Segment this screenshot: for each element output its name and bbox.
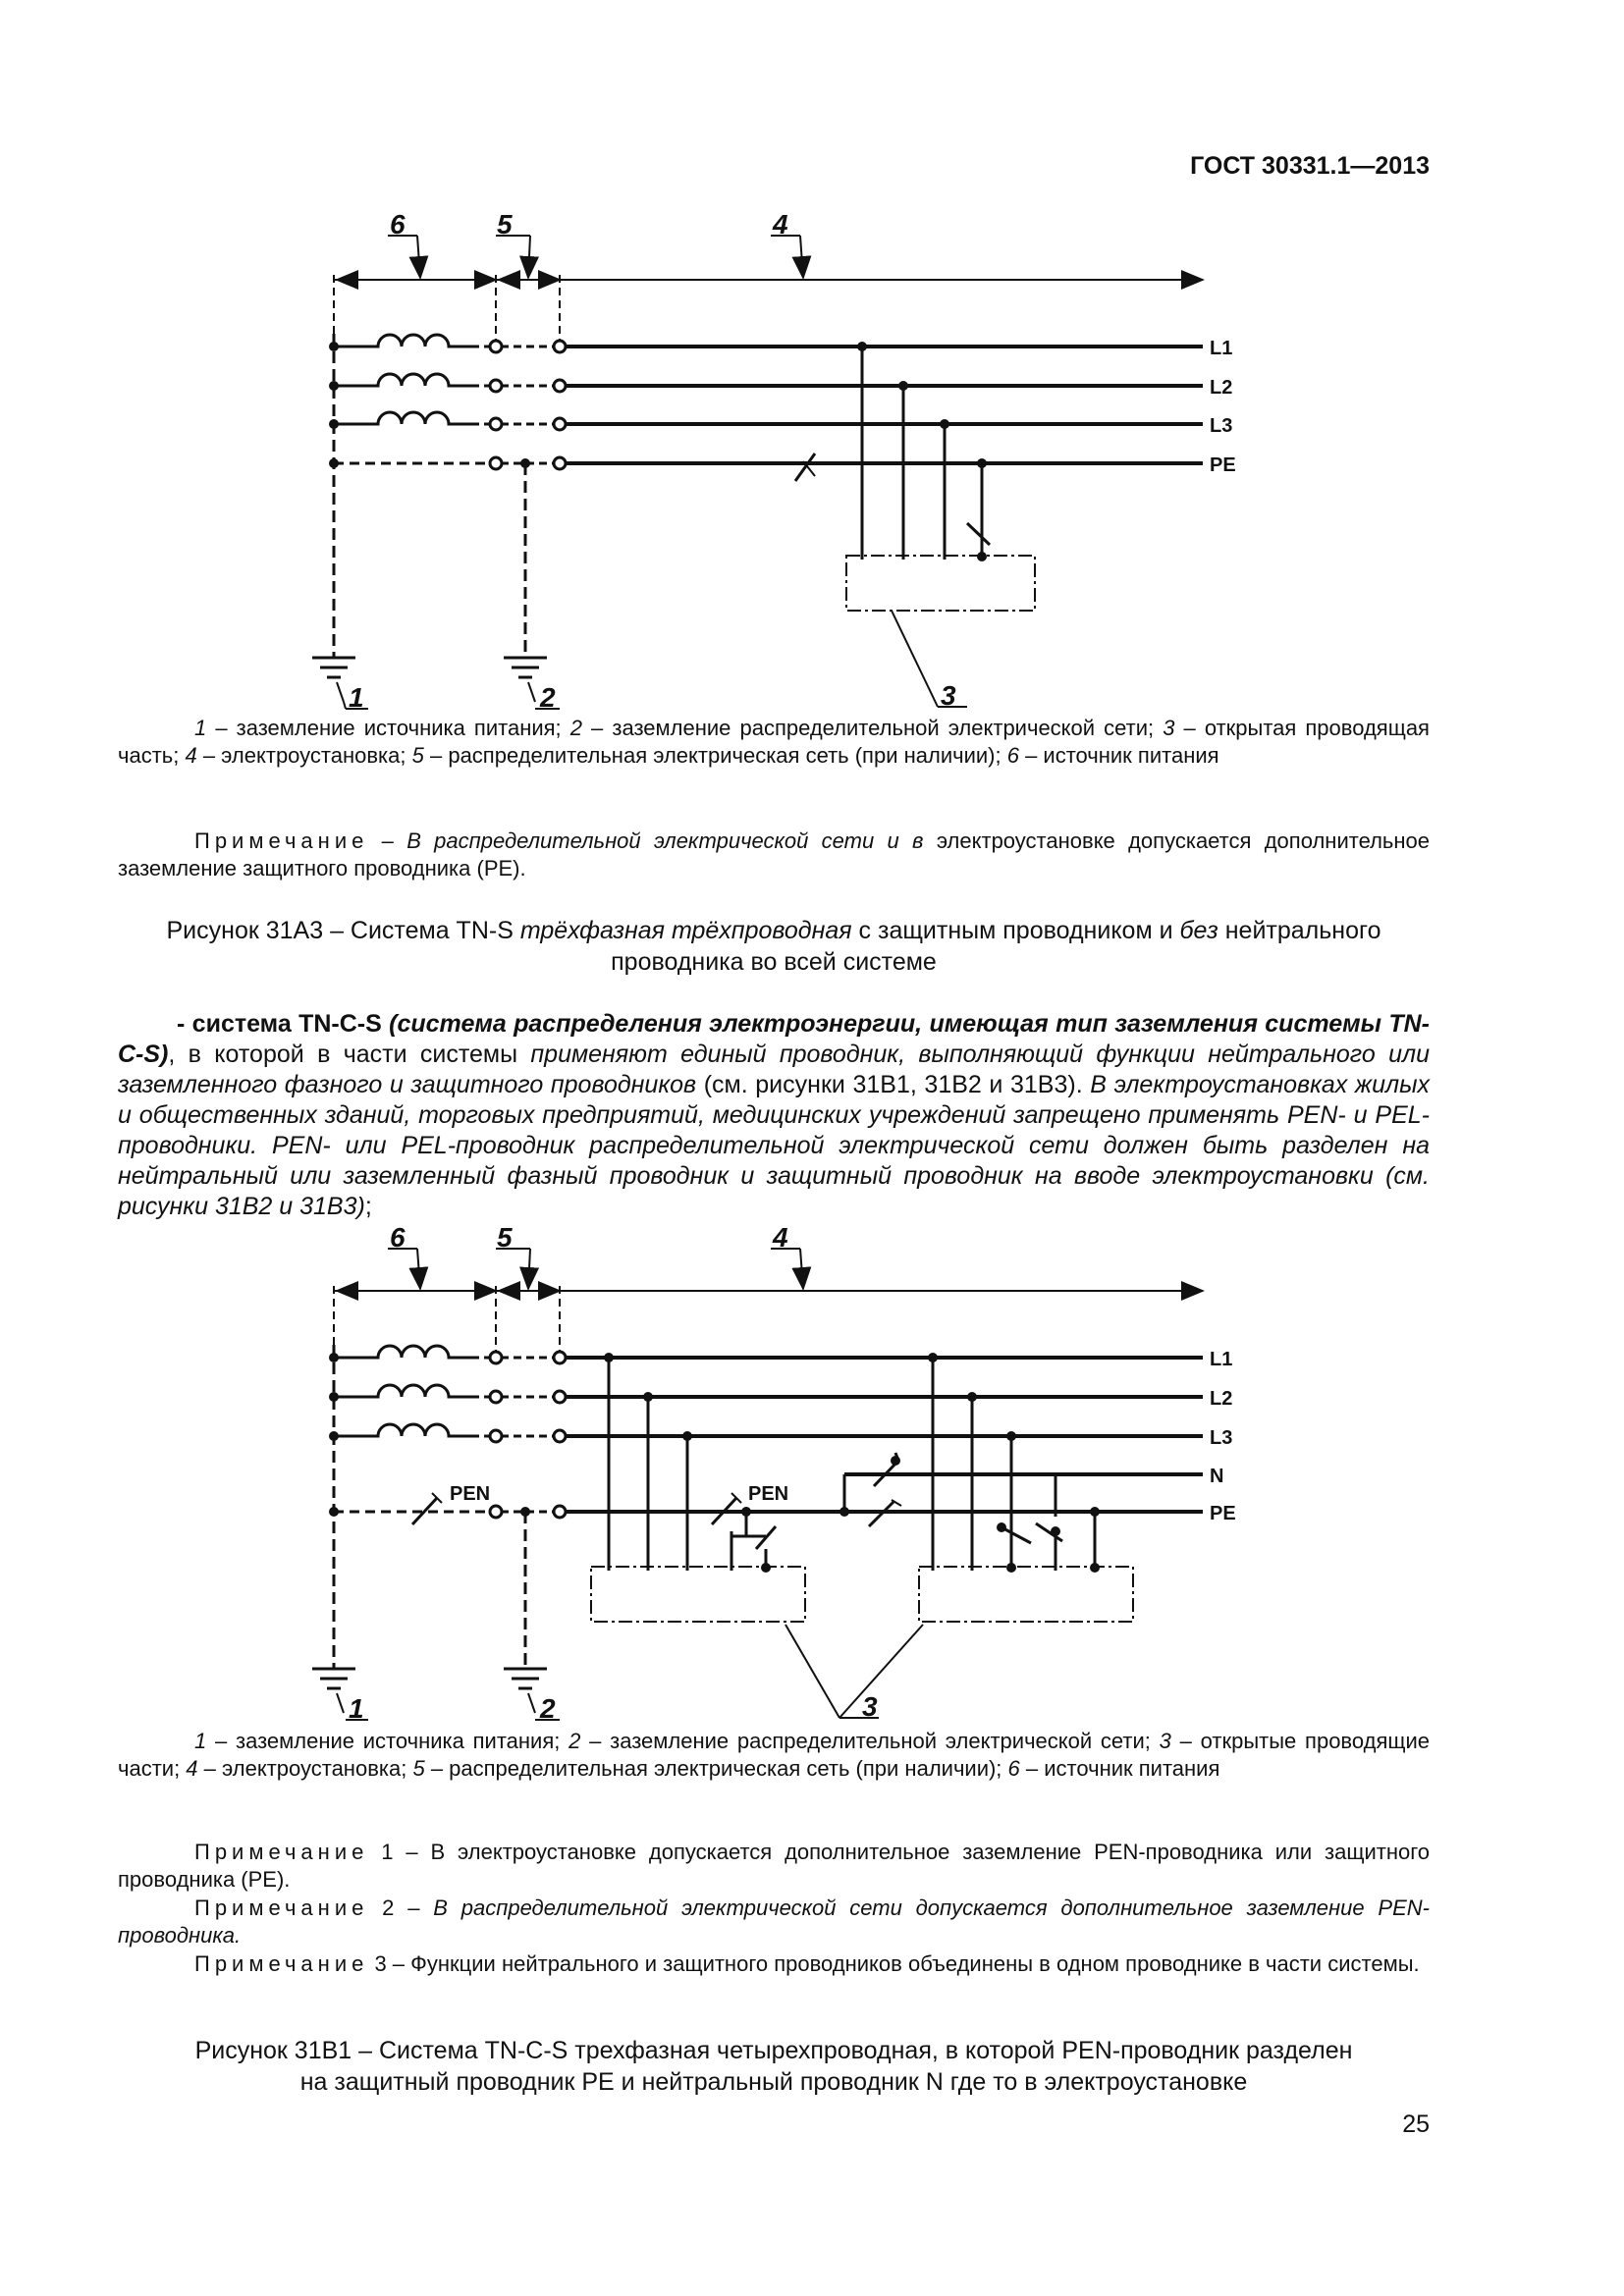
- conductor-label: N: [1210, 1466, 1224, 1487]
- figure-31b1-legend: 1 – заземление источника питания; 2 – заземление распределительной электрической сети; 3 – открытые проводящие части; 4 – электроустановка; 5 – распределительная электрическая сеть (при наличии); 6 – источник питания: [118, 1729, 1430, 1781]
- marker-number: 2: [540, 1693, 556, 1724]
- figure-31a3-caption: Рисунок 31А3 – Система TN-S трёхфазная трёхпроводная с защитным проводником и без нейтрального проводника во всей системе: [166, 917, 1381, 976]
- marker-number: 3: [941, 680, 956, 711]
- page-number: 25: [1402, 2110, 1430, 2138]
- conductor-label: L3: [1210, 415, 1233, 437]
- marker-number: 3: [862, 1691, 878, 1722]
- zone-number: 6: [390, 1222, 406, 1253]
- conductor-label: L1: [1210, 338, 1233, 359]
- marker-number: 1: [349, 682, 364, 713]
- figure-31a3-legend: 1 – заземление источника питания; 2 – заземление распределительной электрической сети; 3 – открытая проводящая часть; 4 – электроустановка; 5 – распределительная электрическая сеть (при наличии); 6 – источник питания: [118, 716, 1430, 768]
- zone-number: 5: [497, 1222, 513, 1253]
- zone-number: 4: [773, 209, 788, 240]
- conductor-label: L2: [1210, 1388, 1233, 1410]
- conductor-label: L3: [1210, 1427, 1233, 1449]
- caption-line: на защитный проводник PE и нейтральный проводник N где то в электроустановке: [299, 2068, 1248, 2096]
- marker-number: 1: [349, 1693, 364, 1724]
- figure-31b1-note-3: Примечание 3 – Функции нейтрального и защитного проводников объединены в одном проводнике в части системы.: [194, 1951, 1420, 1976]
- conductor-label: PE: [1210, 454, 1236, 476]
- standard-header: ГОСТ 30331.1—2013: [1190, 152, 1430, 180]
- pen-label: PEN: [748, 1483, 789, 1505]
- conductor-label: L2: [1210, 377, 1233, 399]
- caption-line: Рисунок 31В1 – Система TN-C-S трехфазная четырехпроводная, в которой PEN-проводник разделен: [194, 2037, 1353, 2064]
- zone-number: 6: [390, 209, 406, 240]
- figure-31b1-note-1: Примечание 1 – В электроустановке допускается дополнительное заземление PEN-проводника или защитного проводника (PE).: [118, 1840, 1430, 1892]
- conductor-label: L1: [1210, 1349, 1233, 1370]
- zone-number: 4: [773, 1222, 788, 1253]
- tn-c-s-definition: - система TN-C-S (система распределения электроэнергии, имеющая тип заземления системы TN-C-S), в которой в части системы применяют единый проводник, выполняющий функции нейтрального или заземленного фазного и защитного проводников (см. рисунки 31В1, 31В2 и 31В3). В электроустановках жилых и общественных зданий, торговых предприятий, медицинских учреждений запрещено применять PEN- и PEL-проводники. PEN- или PEL-проводник распределительной электрической сети должен быть разделен на нейтральный или заземленный фазный проводник и защитный проводник на вводе электроустановки (см. рисунки 31В2 и 31В3);: [118, 1010, 1431, 1220]
- figure-31b1-note-2: Примечание 2 – В распределительной электрической сети допускается дополнительное заземление PEN-проводника.: [118, 1896, 1430, 1948]
- marker-number: 2: [540, 682, 556, 713]
- conductor-label: PE: [1210, 1503, 1236, 1524]
- zone-number: 5: [497, 209, 513, 240]
- figure-31b1-caption: [118, 2035, 1430, 2098]
- pen-label: PEN: [450, 1483, 491, 1505]
- figure-31a3-note: Примечание – В распределительной электрической сети и в электроустановке допускается дополнительное заземление защитного проводника (PE).: [118, 828, 1430, 881]
